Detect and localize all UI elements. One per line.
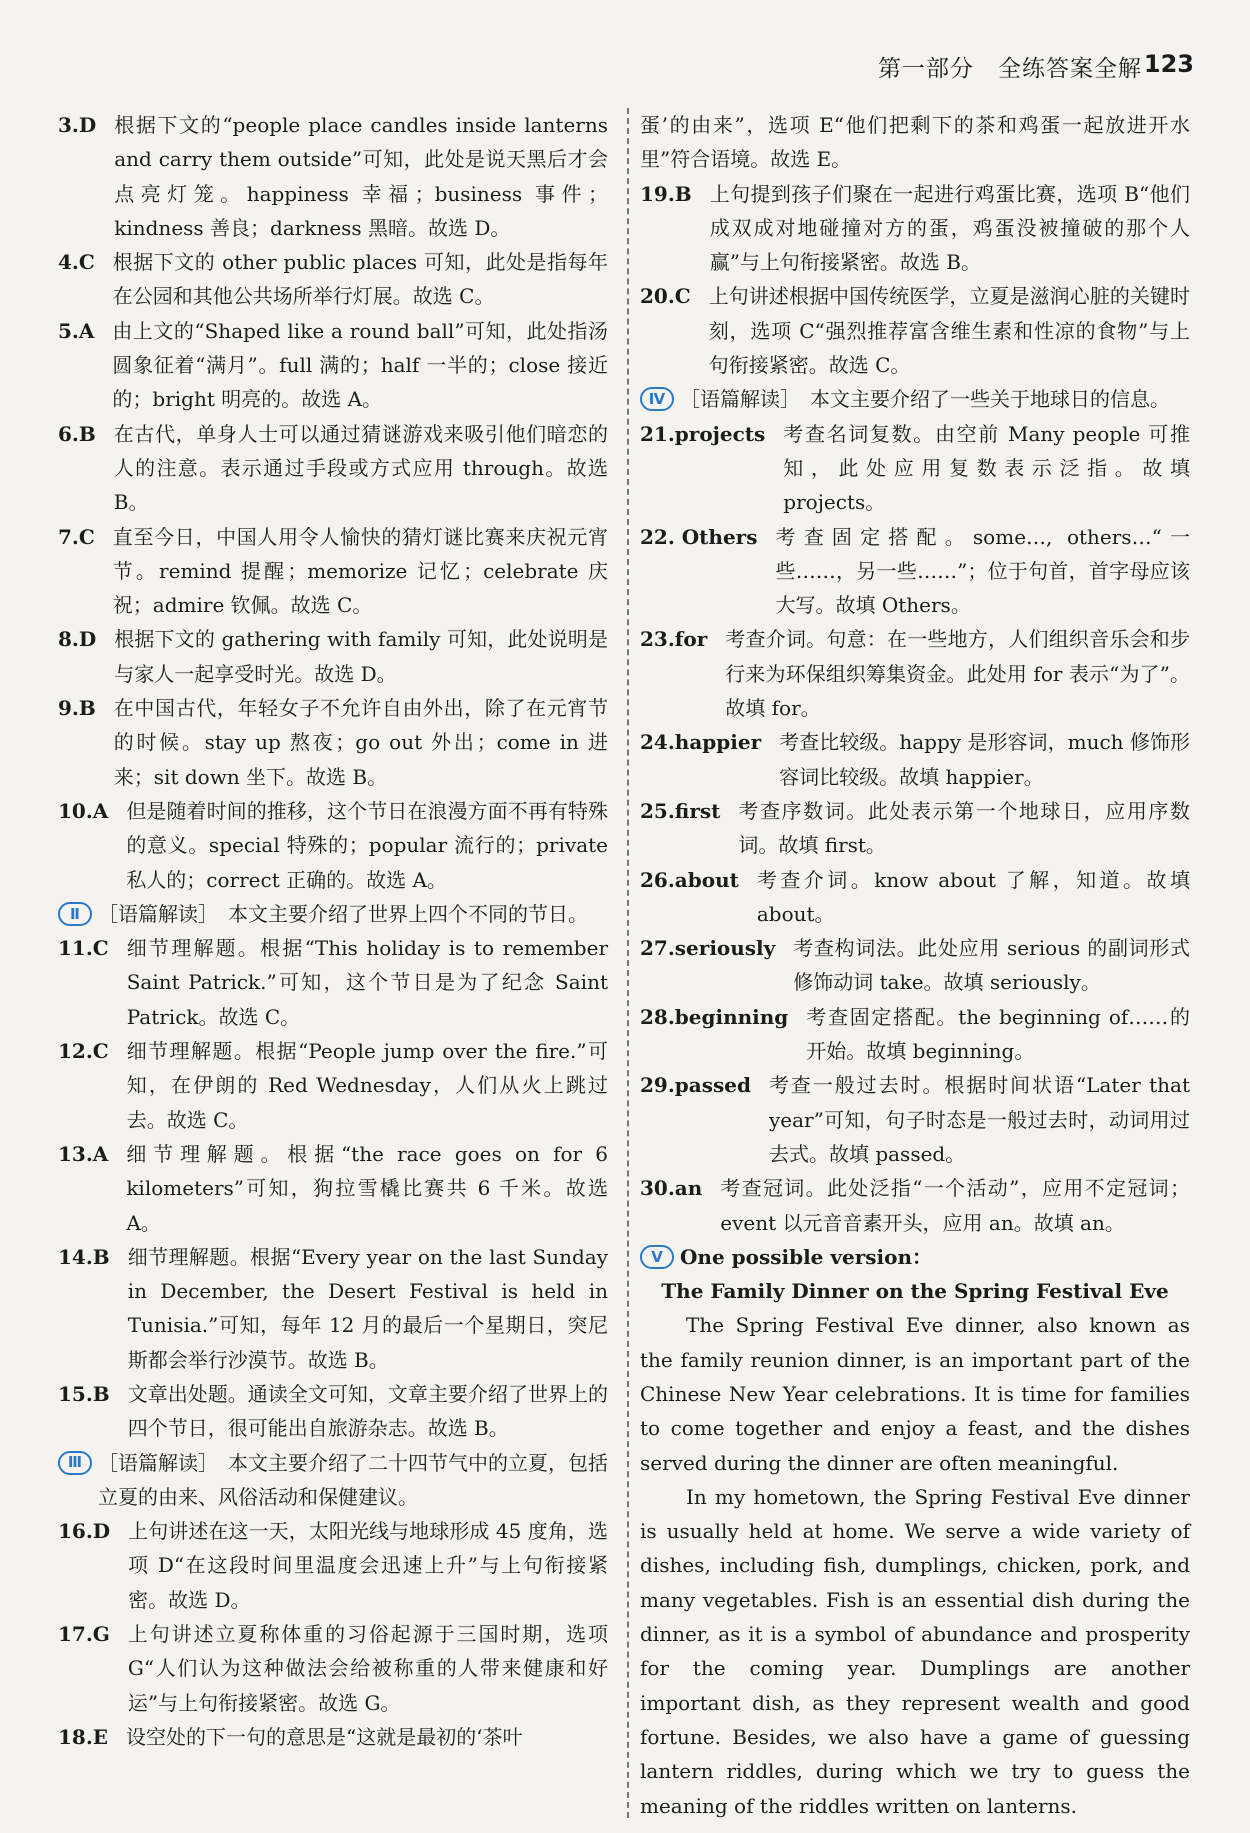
- answer-number: 9.B: [58, 696, 96, 721]
- section-heading: [640, 382, 1190, 416]
- answer-number: 5.A: [58, 318, 95, 343]
- answer-number: 11.C: [58, 936, 109, 961]
- answer-number: 22. Others: [640, 524, 758, 549]
- answer-item: [58, 1720, 608, 1754]
- answer-item: [58, 108, 608, 245]
- answer-number: 30.an: [640, 1176, 703, 1201]
- answer-item: [58, 520, 608, 623]
- answer-number: 27.seriously: [640, 936, 776, 961]
- section-badge: Ⅲ: [58, 1451, 92, 1475]
- answer-number: 7.C: [58, 524, 95, 549]
- answer-number: 16.D: [58, 1519, 111, 1544]
- answer-explanation: 但是随着时间的推移，这个节日在浪漫方面不再有特殊的意义。special 特殊的；popular 流行的；private 私人的；correct 正确的。故选 A。: [126, 798, 608, 892]
- answer-item: [58, 1240, 608, 1377]
- answer-item: [640, 1171, 1190, 1240]
- column-divider: [627, 108, 629, 1818]
- answer-explanation: 考查一般过去时。根据时间状语“Later that year”可知，句子时态是一般过去时，动词用过去式。故填 passed。: [768, 1073, 1190, 1166]
- answer-explanation: 根据下文的“people place candles inside lanterns and carry them outside”可知，此处是说天黑后才会点亮灯笼。happiness 幸福；business 事件；kindness 善良；darkness 黑暗。故选 D。: [114, 113, 608, 240]
- essay-paragraph: In my hometown, the Spring Festival Eve dinner is usually held at home. We serve a wide variety of dishes, including fish, dumplings, chicken, pork, and many vegetables. Fish is an essential dish during the dinner, as it is a symbol of abundance and prosperity for the coming year. Dumplings are another important dish, as they represent wealth and good fortune. Besides, we also have a game of guessing lantern riddles, during which we try to guess the meaning of the riddles written on lanterns.: [640, 1484, 1190, 1818]
- page-number: 123: [1143, 50, 1194, 78]
- answer-item: [640, 177, 1190, 280]
- answer-item: [58, 1137, 608, 1240]
- answer-explanation: 上句讲述根据中国传统医学，立夏是滋润心脏的关键时刻，选项 C“强烈推荐富含维生素和性凉的食物”与上句衔接紧密。故选 C。: [708, 284, 1190, 378]
- answer-explanation: 考查冠词。此处泛指“一个活动”，应用不定冠词；event 以元音音素开头，应用 an。故填 an。: [720, 1176, 1190, 1235]
- answer-explanation: 细节理解题。根据“This holiday is to remember Saint Patrick.”可知，这个节日是为了纪念 Saint Patrick。故选 C。: [126, 936, 608, 1029]
- continued-text: 蛋’的由来”，选项 E“他们把剩下的茶和鸡蛋一起放进开水里”符合语境。故选 E。: [640, 113, 1190, 172]
- section-heading: [58, 1446, 608, 1515]
- answer-item: [58, 245, 608, 314]
- answer-item: [640, 725, 1190, 794]
- answer-item: [58, 1034, 608, 1137]
- essay-title: The Family Dinner on the Spring Festival Eve: [661, 1279, 1169, 1304]
- section-title: 第一部分 全练答案全解: [878, 56, 1142, 82]
- section-text: ［语篇解读］ 本文主要介绍了二十四节气中的立夏，包括立夏的由来、风俗活动和保健建议。: [98, 1450, 608, 1509]
- answer-explanation: 根据下文的 other public places 可知，此处是指每年在公园和其他公共场所举行灯展。故选 C。: [112, 250, 608, 309]
- answer-item: [58, 1377, 608, 1446]
- answer-number: 3.D: [58, 113, 97, 137]
- answer-item: [58, 314, 608, 417]
- answer-item: [640, 520, 1190, 623]
- answer-item: [640, 1068, 1190, 1171]
- section-heading: [58, 897, 608, 931]
- answer-item: [58, 794, 608, 897]
- answer-item: [58, 931, 608, 1034]
- section-text: ［语篇解读］ 本文主要介绍了一些关于地球日的信息。: [680, 387, 1170, 412]
- answer-explanation: 细节理解题。根据“the race goes on for 6 kilometers”可知，狗拉雪橇比赛共 6 千米。故选 A。: [126, 1141, 608, 1235]
- answer-explanation: 考查固定搭配。some…, others…“一些……，另一些……”；位于句首，首字母应该大写。故填 Others。: [775, 524, 1190, 618]
- answer-explanation: 考查固定搭配。the beginning of……的开始。故填 beginning。: [806, 1004, 1190, 1064]
- answer-number: 24.happier: [640, 730, 762, 755]
- answer-number: 18.E: [58, 1724, 109, 1749]
- answer-explanation: 由上文的“Shaped like a round ball”可知，此处指汤圆象征着“满月”。full 满的；half 一半的；close 接近的；bright 明亮的。故选 A。: [112, 318, 608, 412]
- answer-explanation: 上句提到孩子们聚在一起进行鸡蛋比赛，选项 B“他们成双成对地碰撞对方的蛋，鸡蛋没被撞破的那个人赢”与上句衔接紧密。故选 B。: [709, 181, 1190, 275]
- answer-explanation: 考查名词复数。由空前 Many people 可推知，此处应用复数表示泛指。故填 projects。: [783, 421, 1190, 515]
- answer-item: [640, 1000, 1190, 1069]
- answer-item: [640, 622, 1190, 725]
- right-column: [640, 108, 1190, 1823]
- answer-explanation: 细节理解题。根据“People jump over the fire.”可知，在伊朗的 Red Wednesday，人们从火上跳过去。故选 C。: [126, 1039, 608, 1132]
- answer-explanation: 设空处的下一句的意思是“这就是最初的‘茶叶: [126, 1724, 523, 1749]
- answer-explanation: 考查构词法。此处应用 serious 的副词形式修饰动词 take。故填 seriously。: [793, 936, 1190, 995]
- answer-explanation: 直至今日，中国人用令人愉快的猜灯谜比赛来庆祝元宵节。remind 提醒；memorize 记忆；celebrate 庆祝；admire 钦佩。故选 C。: [112, 524, 608, 618]
- answer-number: 4.C: [58, 250, 95, 275]
- answer-explanation: 上句讲述在这一天，太阳光线与地球形成 45 度角，选项 D“在这段时间里温度会迅速上升”与上句衔接紧密。故选 D。: [128, 1519, 608, 1612]
- answer-number: 14.B: [58, 1244, 110, 1269]
- answer-explanation: 考查介词。句意：在一些地方，人们组织音乐会和步行来为环保组织筹集资金。此处用 for 表示“为了”。故填 for。: [725, 627, 1190, 721]
- answer-item: [640, 863, 1190, 932]
- answer-explanation: 考查比较级。happy 是形容词，much 修饰形容词比较级。故填 happier。: [779, 730, 1190, 789]
- answer-number: 12.C: [58, 1039, 109, 1064]
- answer-item: [640, 794, 1190, 863]
- answer-explanation: 在古代，单身人士可以通过猜谜游戏来吸引他们暗恋的人的注意。表示通过手段或方式应用 through。故选 B。: [113, 421, 608, 515]
- section-badge: Ⅳ: [640, 387, 674, 411]
- section-text: One possible version：: [680, 1244, 932, 1269]
- answer-item: [640, 931, 1190, 1000]
- answer-explanation: 文章出处题。通读全文可知，文章主要介绍了世界上的四个节日，很可能出自旅游杂志。故选 B。: [127, 1381, 608, 1441]
- left-column: [58, 108, 608, 1754]
- page-header: [0, 0, 1250, 95]
- answer-explanation: 在中国古代，年轻女子不允许自由外出，除了在元宵节的时候。stay up 熬夜；go out 外出；come in 进来；sit down 坐下。故选 B。: [113, 696, 608, 789]
- answer-item: [58, 1514, 608, 1617]
- answer-number: 15.B: [58, 1381, 110, 1406]
- section-badge: Ⅴ: [640, 1245, 674, 1269]
- answer-item: [640, 417, 1190, 520]
- essay-paragraph: The Spring Festival Eve dinner, also known as the family reunion dinner, is an important part of the Chinese New Year celebrations. It is time for families to come together and enjoy a feast, and the dishes served during the dinner are often meaningful.: [640, 1313, 1190, 1475]
- answer-number: 29.passed: [640, 1073, 751, 1098]
- answer-number: 23.for: [640, 627, 708, 652]
- answer-explanation: 上句讲述立夏称体重的习俗起源于三国时期，选项 G“人们认为这种做法会给被称重的人带来健康和好运”与上句衔接紧密。故选 G。: [127, 1622, 608, 1715]
- writing-version-label: [640, 1240, 1190, 1274]
- section-badge: Ⅱ: [58, 902, 92, 926]
- answer-number: 25.first: [640, 798, 721, 823]
- answer-explanation: 考查序数词。此处表示第一个地球日，应用序数词。故填 first。: [738, 798, 1190, 858]
- answer-explanation: 根据下文的 gathering with family 可知，此处说明是与家人一起享受时光。故选 D。: [114, 627, 608, 686]
- answer-number: 13.A: [58, 1141, 109, 1166]
- answer-item: [58, 622, 608, 691]
- answer-number: 28.beginning: [640, 1004, 789, 1029]
- answer-item: [640, 279, 1190, 382]
- section-text: ［语篇解读］ 本文主要介绍了世界上四个不同的节日。: [98, 901, 588, 926]
- answer-explanation: 考查介词。know about 了解，知道。故填 about。: [756, 867, 1190, 926]
- answer-number: 20.C: [640, 284, 691, 309]
- answer-item: [58, 1617, 608, 1720]
- answer-number: 26.about: [640, 867, 739, 892]
- answer-number: 8.D: [58, 627, 97, 652]
- answer-number: 21.projects: [640, 421, 766, 446]
- answer-item: [58, 691, 608, 794]
- answer-item: [58, 417, 608, 520]
- answer-number: 19.B: [640, 181, 692, 206]
- answer-number: 10.A: [58, 798, 109, 823]
- answer-number: 17.G: [58, 1622, 110, 1647]
- answer-explanation: 细节理解题。根据“Every year on the last Sunday in December, the Desert Festival is held in Tunisia.”可知，每年 12 月的最后一个星期日，突尼斯都会举行沙漠节。故选 B。: [127, 1244, 608, 1372]
- answer-number: 6.B: [58, 421, 96, 446]
